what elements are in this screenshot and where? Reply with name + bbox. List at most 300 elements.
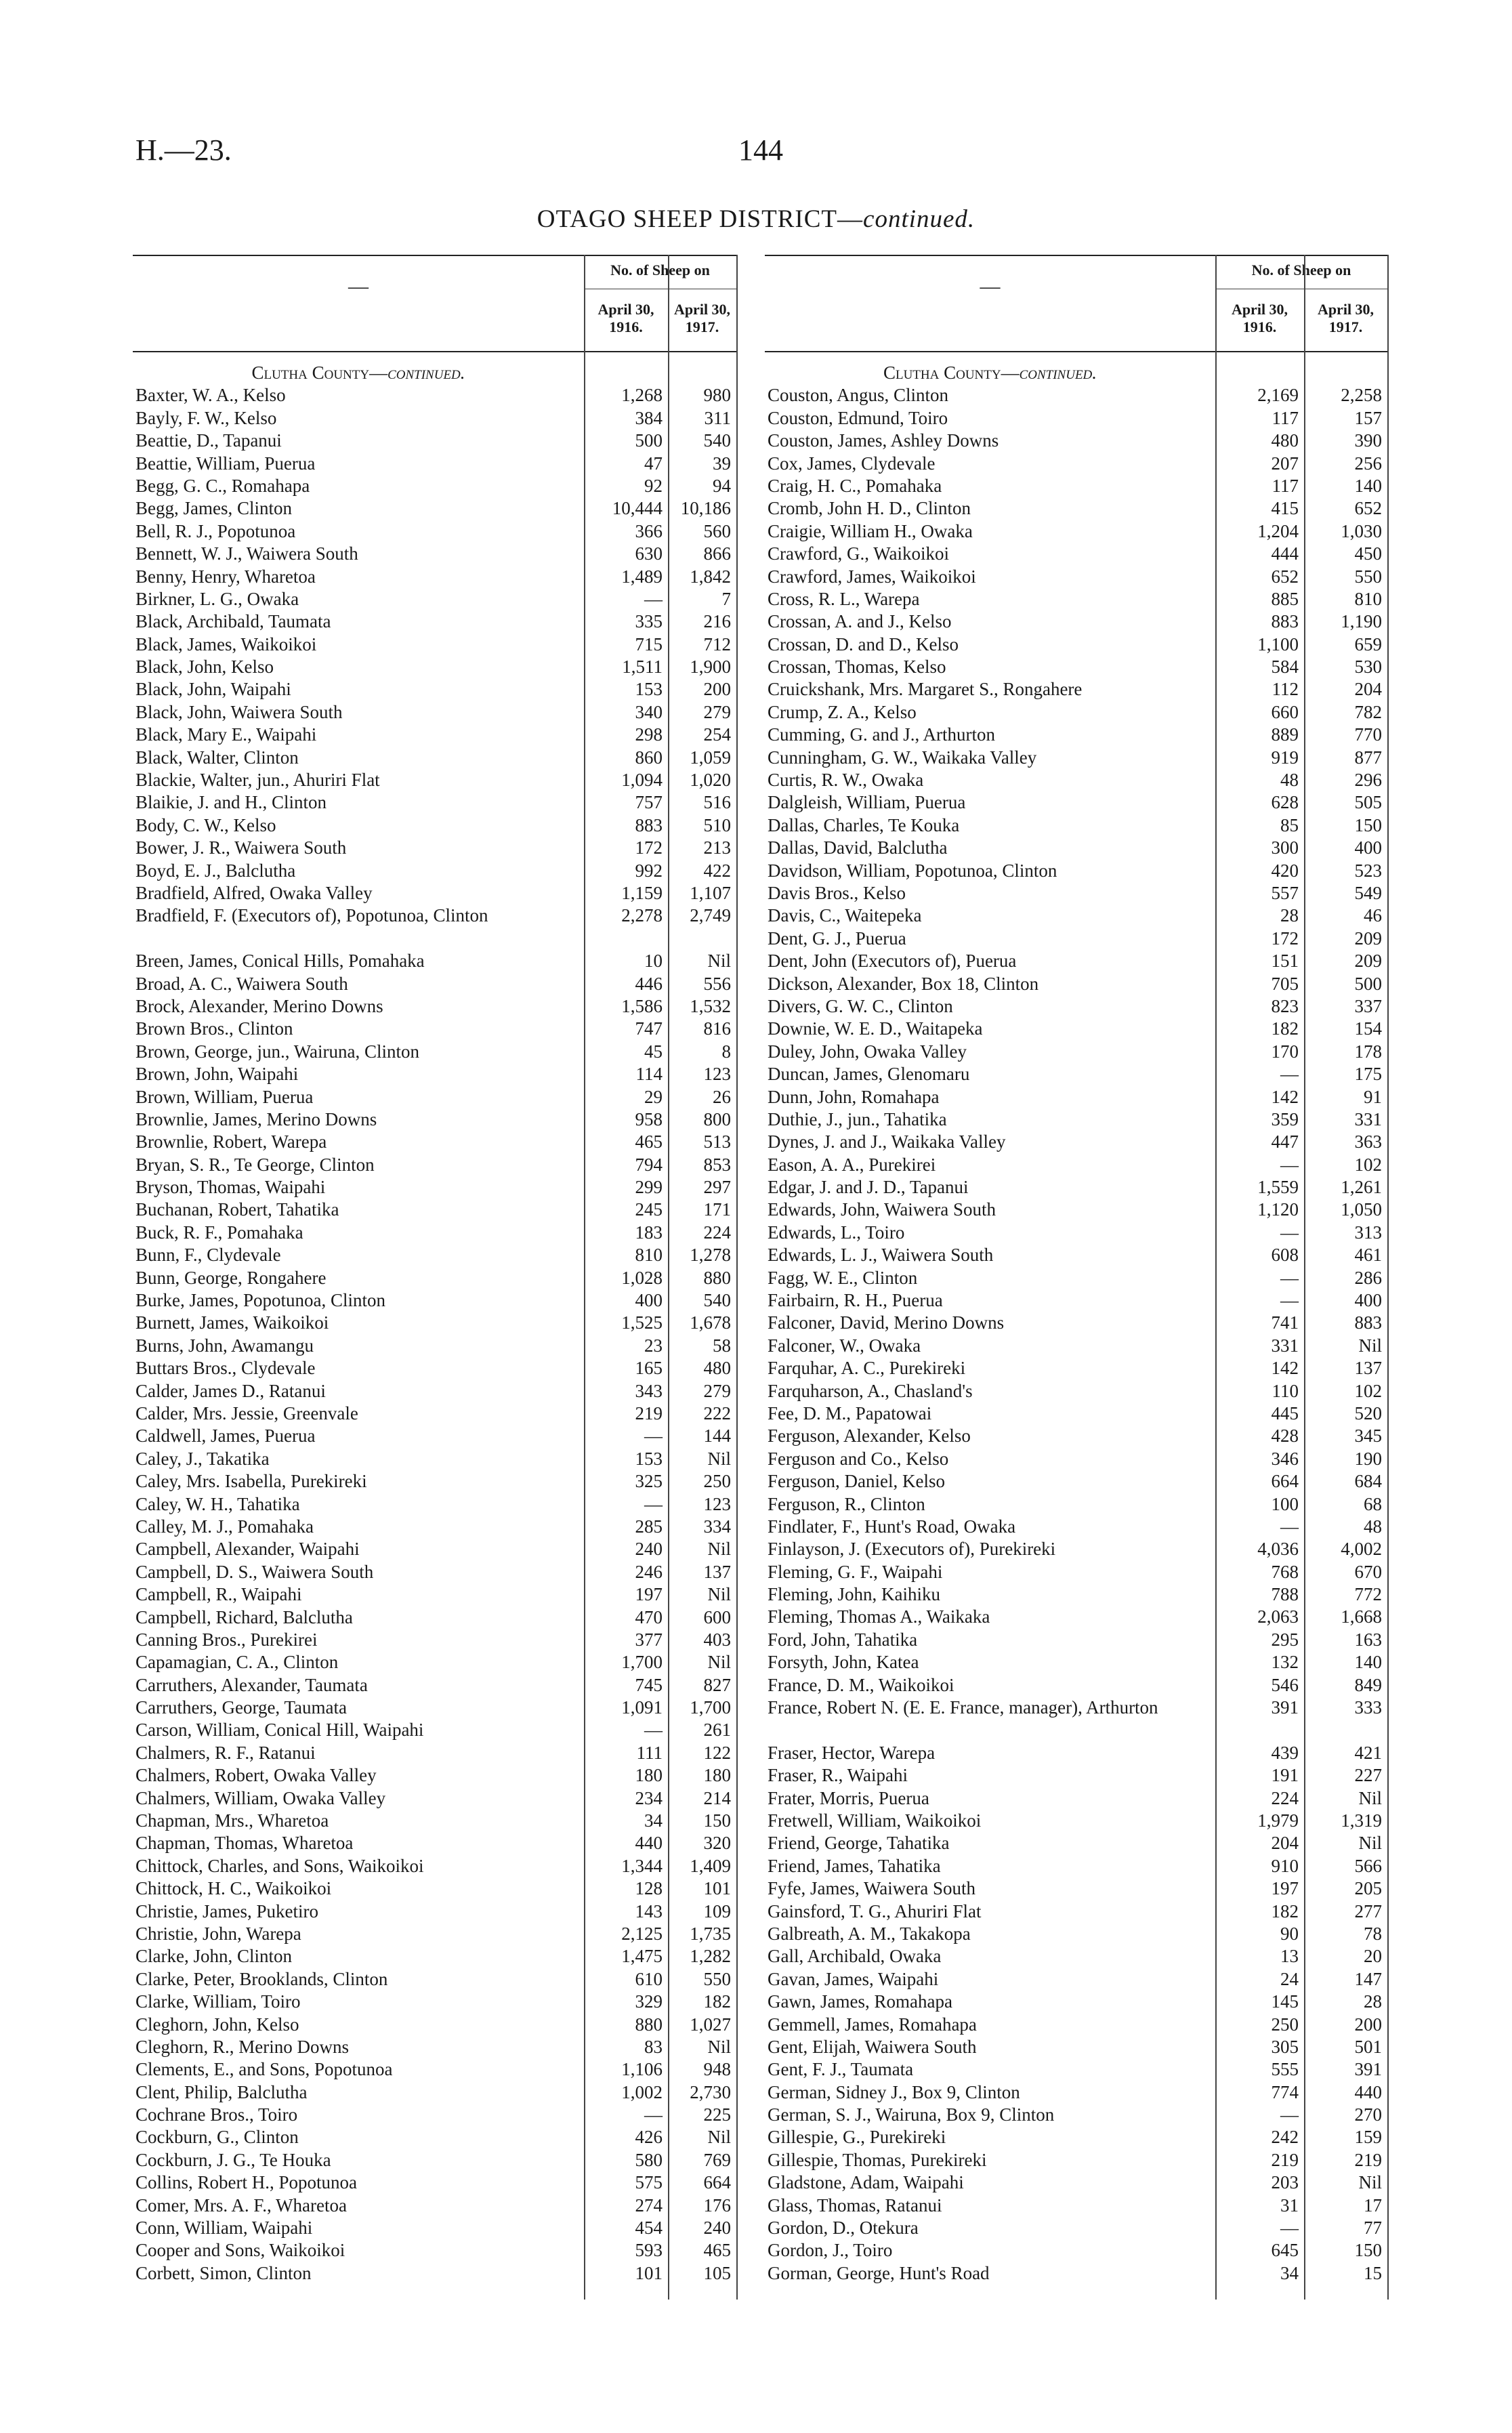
sheep-1916: 2,125: [621, 1923, 663, 1944]
owner-name: Fairbairn, R. H., Puerua: [768, 1290, 943, 1311]
owner-name: Blackie, Walter, jun., Ahuriri Flat: [135, 770, 380, 791]
table-row: [133, 497, 736, 520]
owner-name: Blaikie, J. and H., Clinton: [135, 792, 327, 813]
table-row: [765, 678, 1387, 701]
sheep-1916: 664: [1271, 1471, 1299, 1492]
sheep-1917: 270: [1354, 2104, 1382, 2125]
owner-name: Ford, John, Tahatika: [768, 1629, 918, 1650]
owner-name: Forsyth, John, Katea: [768, 1652, 919, 1673]
sheep-1916: 10,444: [612, 498, 663, 519]
sheep-1917: 123: [703, 1493, 731, 1514]
owner-name: Gillespie, Thomas, Purekireki: [768, 2149, 987, 2170]
table-row: [133, 475, 736, 497]
table-row: [765, 1086, 1387, 1108]
owner-name: Begg, James, Clinton: [135, 498, 292, 519]
owner-name: Edwards, L., Toiro: [768, 1222, 905, 1243]
page-reference: H.—23.: [135, 133, 232, 167]
table-row: [133, 724, 736, 746]
sheep-1916: —: [644, 1493, 663, 1514]
table-row: [765, 860, 1387, 882]
sheep-1917: 510: [703, 814, 731, 835]
right-column: [765, 255, 1387, 2300]
sheep-1917: 240: [703, 2218, 731, 2239]
sheep-1917: 560: [703, 520, 731, 541]
sheep-1916: 346: [1271, 1448, 1299, 1469]
sheep-1916: 100: [1271, 1493, 1299, 1514]
owner-name: Crossan, A. and J., Kelso: [768, 611, 952, 632]
sheep-1916: 446: [635, 973, 663, 994]
owner-name: Chittock, H. C., Waikoikoi: [135, 1878, 332, 1899]
sheep-1917: 175: [1354, 1064, 1382, 1085]
sheep-1916: 580: [635, 2149, 663, 2170]
sheep-1917: 421: [1354, 1742, 1382, 1763]
owner-name: Capamagian, C. A., Clinton: [135, 1652, 339, 1673]
owner-name: Bradfield, F. (Executors of), Popotunoa, Clinton: [135, 905, 488, 926]
sheep-1917: 46: [1364, 905, 1382, 926]
sheep-1916: 165: [635, 1358, 663, 1379]
table-row: [765, 2217, 1387, 2239]
sheep-1916: 47: [644, 453, 663, 474]
sheep-1917: 140: [1354, 1652, 1382, 1673]
owner-name: Benny, Henry, Wharetoa: [135, 566, 316, 587]
table-row: [133, 1131, 736, 1153]
table-row: [133, 1810, 736, 1832]
sheep-1917: 403: [703, 1629, 731, 1650]
owner-name: Caldwell, James, Puerua: [135, 1426, 316, 1447]
sheep-1917: 320: [703, 1833, 731, 1854]
owner-name: Caley, W. H., Tahatika: [135, 1493, 300, 1514]
table-row: [133, 1538, 736, 1560]
table-row: [765, 1674, 1387, 1697]
owner-name: Brock, Alexander, Merino Downs: [135, 995, 383, 1016]
sheep-1916: 1,511: [622, 657, 663, 678]
table-row: [765, 2104, 1387, 2126]
table-row: [133, 769, 736, 791]
sheep-1917: 163: [1354, 1629, 1382, 1650]
sheep-1917: 1,319: [1341, 1810, 1382, 1831]
sheep-1917: 440: [1354, 2081, 1382, 2102]
sheep-1916: 1,525: [621, 1312, 663, 1333]
sheep-1917: 182: [703, 1991, 731, 2012]
owner-name: Dallas, Charles, Te Kouka: [768, 814, 960, 835]
sheep-1917: Nil: [1358, 2172, 1382, 2193]
sheep-1916: 117: [1272, 407, 1299, 428]
sheep-1916: 794: [635, 1154, 663, 1175]
sheep-1917: 461: [1354, 1245, 1382, 1266]
owner-name: Black, Archibald, Taumata: [135, 611, 331, 632]
owner-name: Buchanan, Robert, Tahatika: [135, 1199, 339, 1220]
sheep-1916: 919: [1271, 747, 1299, 768]
sheep-1916: 234: [635, 1787, 663, 1808]
title-continued: continued.: [863, 205, 975, 233]
sheep-1916: 593: [635, 2240, 663, 2261]
owner-name: Gladstone, Adam, Waipahi: [768, 2172, 964, 2193]
sheep-1916: 645: [1271, 2240, 1299, 2261]
owner-name: Carruthers, Alexander, Taumata: [135, 1674, 368, 1695]
table-row: [765, 2081, 1387, 2104]
sheep-1917: 147: [1354, 1968, 1382, 1989]
table-row: [765, 950, 1387, 972]
table-row: [765, 384, 1387, 407]
sheep-1917: 180: [703, 1765, 731, 1786]
table-row: [133, 1629, 736, 1651]
sheep-1917: 465: [703, 2240, 731, 2261]
table-row: [133, 860, 736, 882]
table-row: [765, 724, 1387, 746]
owner-name: Collins, Robert H., Popotunoa: [135, 2172, 358, 2193]
sheep-1917: 450: [1354, 543, 1382, 564]
table-row: [133, 814, 736, 837]
owner-name: Caley, J., Takatika: [135, 1448, 270, 1469]
owner-name: Crawford, James, Waikoikoi: [768, 566, 976, 587]
sheep-1917: 77: [1364, 2218, 1382, 2239]
owner-name: Ferguson, Alexander, Kelso: [768, 1426, 971, 1447]
table-row: [133, 973, 736, 995]
left-column: [133, 255, 736, 2300]
owner-name: Gavan, James, Waipahi: [768, 1968, 939, 1989]
table-row: [133, 1176, 736, 1199]
owner-name: Baxter, W. A., Kelso: [135, 385, 286, 406]
sheep-1916: 197: [1271, 1878, 1299, 1899]
sheep-1916: 111: [636, 1742, 663, 1763]
sheep-1917: 150: [1354, 2240, 1382, 2261]
table-body: [133, 362, 736, 2285]
sheep-1917: Nil: [707, 951, 731, 972]
owner-name: Bunn, George, Rongahere: [135, 1267, 327, 1288]
table-row: [133, 610, 736, 633]
sheep-1917: 78: [1364, 1923, 1382, 1944]
sheep-1917: 15: [1364, 2262, 1382, 2283]
sheep-1917: 200: [1354, 2014, 1382, 2035]
sheep-1916: 83: [644, 2036, 663, 2057]
owner-name: Gordon, J., Toiro: [768, 2240, 893, 2261]
owner-name: Ferguson, R., Clinton: [768, 1493, 925, 1514]
sheep-1917: Nil: [1358, 1335, 1382, 1356]
header-col-1916: April 30, 1916.: [1231, 301, 1288, 335]
owner-name: Christie, James, Puketiro: [135, 1900, 318, 1921]
owner-name: Findlater, F., Hunt's Road, Owaka: [768, 1516, 1016, 1537]
owner-name: Dunn, John, Romahapa: [768, 1086, 940, 1107]
table-row: [765, 1267, 1387, 1289]
table-row: [765, 1335, 1387, 1357]
sheep-1916: 1,344: [621, 1855, 663, 1876]
sheep-1917: 1,050: [1341, 1199, 1382, 1220]
sheep-1916: 299: [635, 1177, 663, 1198]
sheep-1917: 7: [721, 588, 731, 609]
sheep-1916: 151: [1271, 951, 1299, 972]
table-row: [765, 1448, 1387, 1470]
sheep-1916: 1,489: [621, 566, 663, 587]
owner-name: Black, John, Kelso: [135, 657, 274, 678]
table-row: [765, 1787, 1387, 1810]
sheep-1917: 10,186: [680, 498, 731, 519]
sheep-1916: 400: [635, 1290, 663, 1311]
header-col-1917: April 30, 1917.: [1317, 301, 1374, 335]
sheep-1916: 29: [644, 1086, 663, 1107]
page-title: [0, 205, 1512, 234]
table-row: [133, 1041, 736, 1063]
sheep-1917: 664: [703, 2172, 731, 2193]
owner-name: Gordon, D., Otekura: [768, 2218, 919, 2239]
table-row: [765, 769, 1387, 791]
table-row: [133, 1222, 736, 1244]
sheep-1917: 94: [713, 475, 731, 496]
table-row: [765, 1063, 1387, 1085]
owner-name: Campbell, Richard, Balclutha: [135, 1606, 353, 1627]
sheep-1916: 366: [635, 520, 663, 541]
table-row: [765, 1538, 1387, 1560]
sheep-1917: 286: [1354, 1267, 1382, 1288]
owner-name: Crossan, D. and D., Kelso: [768, 633, 959, 654]
table-row: [133, 520, 736, 543]
table-row: [765, 1832, 1387, 1854]
table-row: [765, 1470, 1387, 1493]
section-heading: [133, 362, 584, 384]
owner-name: Chalmers, R. F., Ratanui: [135, 1742, 316, 1763]
sheep-1916: 85: [1280, 814, 1299, 835]
sheep-1917: Nil: [707, 1584, 731, 1605]
sheep-1916: 1,028: [621, 1267, 663, 1288]
sheep-1917: 224: [703, 1222, 731, 1243]
sheep-1916: 90: [1280, 1923, 1299, 1944]
sheep-1916: 883: [635, 814, 663, 835]
table-row: [765, 837, 1387, 859]
sheep-1916: 823: [1271, 995, 1299, 1016]
sheep-1917: 176: [703, 2195, 731, 2216]
sheep-1916: 285: [635, 1516, 663, 1537]
sheep-1916: 191: [1271, 1765, 1299, 1786]
sheep-1916: 747: [635, 1018, 663, 1039]
sheep-1917: 513: [703, 1131, 731, 1152]
sheep-1917: 154: [1354, 1018, 1382, 1039]
sheep-1917: 540: [703, 430, 731, 451]
sheep-1917: 684: [1354, 1471, 1382, 1492]
table-row: [133, 1493, 736, 1516]
sheep-1916: 219: [1271, 2149, 1299, 2170]
table-row: [765, 453, 1387, 475]
table-row: [133, 2171, 736, 2194]
owner-name: Friend, James, Tahatika: [768, 1855, 941, 1876]
sheep-1916: 2,063: [1257, 1606, 1299, 1627]
table-row: [765, 430, 1387, 452]
table-row: [765, 1516, 1387, 1538]
table-row: [765, 588, 1387, 610]
sheep-1917: 313: [1354, 1222, 1382, 1243]
owner-name: Bunn, F., Clydevale: [135, 1245, 281, 1266]
owner-name: Fee, D. M., Papatowai: [768, 1402, 932, 1423]
sheep-1916: 295: [1271, 1629, 1299, 1650]
sheep-1916: 172: [1271, 928, 1299, 949]
sheep-1917: 219: [1354, 2149, 1382, 2170]
sheep-1916: 242: [1271, 2127, 1299, 2148]
header-col-1917: April 30, 1917.: [673, 301, 731, 335]
owner-name: Cleghorn, John, Kelso: [135, 2014, 299, 2035]
sheep-1916: 1,700: [621, 1652, 663, 1673]
table-row: [133, 566, 736, 588]
sheep-1916: —: [1280, 2218, 1299, 2239]
owner-name: Black, John, Waipahi: [135, 679, 291, 700]
column-rule: [1387, 255, 1389, 2300]
owner-name: Edwards, L. J., Waiwera South: [768, 1245, 994, 1266]
sheep-1916: 1,100: [1257, 633, 1299, 654]
sheep-1916: 757: [635, 792, 663, 813]
sheep-1917: 505: [1354, 792, 1382, 813]
sheep-1916: 298: [635, 724, 663, 745]
sheep-1917: 880: [703, 1267, 731, 1288]
owner-name: Glass, Thomas, Ratanui: [768, 2195, 942, 2216]
table-row: [765, 1176, 1387, 1199]
sheep-1917: 17: [1364, 2195, 1382, 2216]
sheep-1917: 205: [1354, 1878, 1382, 1899]
sheep-1917: 1,668: [1341, 1606, 1382, 1627]
sheep-1916: 439: [1271, 1742, 1299, 1763]
table-row: [765, 2126, 1387, 2148]
table-row: [133, 453, 736, 475]
table-row: [765, 1877, 1387, 1900]
sheep-1916: 384: [635, 407, 663, 428]
table-row: [133, 1312, 736, 1334]
owner-name: Broad, A. C., Waiwera South: [135, 973, 348, 994]
sheep-1917: 68: [1364, 1493, 1382, 1514]
sheep-1916: 101: [635, 2262, 663, 2283]
table-row: [765, 1425, 1387, 1447]
sheep-1917: 102: [1354, 1154, 1382, 1175]
sheep-1916: 92: [644, 475, 663, 496]
sheep-1916: —: [644, 1720, 663, 1741]
sheep-1916: 2,169: [1257, 385, 1299, 406]
owner-name: Burnett, James, Waikoikoi: [135, 1312, 329, 1333]
owner-name: Cromb, John H. D., Clinton: [768, 498, 971, 519]
sheep-1917: 20: [1364, 1946, 1382, 1967]
owner-name: Cunningham, G. W., Waikaka Valley: [768, 747, 1037, 768]
sheep-1916: 500: [635, 430, 663, 451]
sheep-1917: 122: [703, 1742, 731, 1763]
table-row: [765, 2195, 1387, 2217]
table-row: [133, 2195, 736, 2217]
table-row: [133, 882, 736, 904]
sheep-1917: 948: [703, 2059, 731, 2080]
owner-name: German, Sidney J., Box 9, Clinton: [768, 2081, 1020, 2102]
owner-name: Bryson, Thomas, Waipahi: [135, 1177, 326, 1198]
table-row: [765, 2058, 1387, 2081]
sheep-1916: —: [644, 1426, 663, 1447]
sheep-1917: Nil: [707, 1652, 731, 1673]
owner-name: Davis, C., Waitepeka: [768, 905, 922, 926]
owner-name: Gillespie, G., Purekireki: [768, 2127, 946, 2148]
sheep-1917: 883: [1354, 1312, 1382, 1333]
table-row: [765, 1131, 1387, 1153]
table-row: [133, 1425, 736, 1447]
sheep-1917: 523: [1354, 860, 1382, 881]
owner-name: Breen, James, Conical Hills, Pomahaka: [135, 951, 425, 972]
owner-name: Gemmell, James, Romahapa: [768, 2014, 977, 2035]
owner-name: Couston, Angus, Clinton: [768, 385, 949, 406]
table-row: [765, 520, 1387, 543]
sheep-1917: 216: [703, 611, 731, 632]
sheep-1916: 546: [1271, 1674, 1299, 1695]
owner-name: Gent, F. J., Taumata: [768, 2059, 914, 2080]
sheep-1916: 343: [635, 1380, 663, 1401]
sheep-1917: 1,030: [1341, 520, 1382, 541]
owner-name: Birkner, L. G., Owaka: [135, 588, 299, 609]
table-row: [133, 1877, 736, 1900]
sheep-1917: 810: [1354, 588, 1382, 609]
owner-name: Couston, James, Ashley Downs: [768, 430, 999, 451]
sheep-1916: 440: [635, 1833, 663, 1854]
sheep-1916: 1,268: [621, 385, 663, 406]
sheep-1916: 224: [1271, 1787, 1299, 1808]
sheep-1917: 853: [703, 1154, 731, 1175]
table-row: [133, 2058, 736, 2081]
sheep-1916: 250: [1271, 2014, 1299, 2035]
table-row: [765, 1493, 1387, 1516]
sheep-1917: 772: [1354, 1584, 1382, 1605]
table-row: [133, 1968, 736, 1991]
sheep-1916: 48: [1280, 770, 1299, 791]
owner-name: Beattie, D., Tapanui: [135, 430, 282, 451]
sheep-1916: 170: [1271, 1041, 1299, 1062]
table-row: [765, 1108, 1387, 1131]
owner-name: Bayly, F. W., Kelso: [135, 407, 277, 428]
table-row: [133, 1855, 736, 1877]
table-row: [765, 1900, 1387, 1923]
owner-name: Falconer, David, Merino Downs: [768, 1312, 1005, 1333]
sheep-1916: —: [1280, 1516, 1299, 1537]
owner-name: Fretwell, William, Waikoikoi: [768, 1810, 982, 1831]
owner-name: Falconer, W., Owaka: [768, 1335, 921, 1356]
table-body: [765, 362, 1387, 2285]
table-row: [765, 497, 1387, 520]
sheep-1916: 454: [635, 2218, 663, 2239]
sheep-1917: 277: [1354, 1900, 1382, 1921]
sheep-1916: 1,120: [1257, 1199, 1299, 1220]
sheep-1916: 45: [644, 1041, 663, 1062]
sheep-1917: 150: [703, 1810, 731, 1831]
table-row: [765, 1991, 1387, 2013]
sheep-1917: 390: [1354, 430, 1382, 451]
sheep-1916: 555: [1271, 2059, 1299, 2080]
sheep-1917: Nil: [707, 1539, 731, 1560]
table-row: [133, 2126, 736, 2148]
table-row: [133, 543, 736, 565]
sheep-1917: 225: [703, 2104, 731, 2125]
table-row: [133, 1719, 736, 1741]
sheep-1917: 1,020: [690, 770, 731, 791]
table-row: [133, 1086, 736, 1108]
sheep-1916: 745: [635, 1674, 663, 1695]
sheep-1917: 566: [1354, 1855, 1382, 1876]
table-row: [765, 610, 1387, 633]
table-row: [765, 1289, 1387, 1312]
sheep-1917: 1,282: [690, 1946, 731, 1967]
sheep-1916: 145: [1271, 1991, 1299, 2012]
sheep-1917: 816: [703, 1018, 731, 1039]
owner-name: Bennett, W. J., Waiwera South: [135, 543, 358, 564]
owner-name: Calley, M. J., Pomahaka: [135, 1516, 314, 1537]
sheep-1917: 109: [703, 1900, 731, 1921]
sheep-1916: 557: [1271, 882, 1299, 903]
table-row: [765, 928, 1387, 950]
table-row: [133, 1063, 736, 1085]
owner-name: Cross, R. L., Warepa: [768, 588, 920, 609]
table-row: [765, 701, 1387, 724]
owner-name: Clements, E., and Sons, Popotunoa: [135, 2059, 393, 2080]
owner-name: Dalgleish, William, Puerua: [768, 792, 966, 813]
sheep-1916: —: [644, 588, 663, 609]
sheep-1916: 300: [1271, 837, 1299, 858]
owner-name: Frater, Morris, Puerua: [768, 1787, 929, 1808]
owner-name: Davidson, William, Popotunoa, Clinton: [768, 860, 1057, 881]
